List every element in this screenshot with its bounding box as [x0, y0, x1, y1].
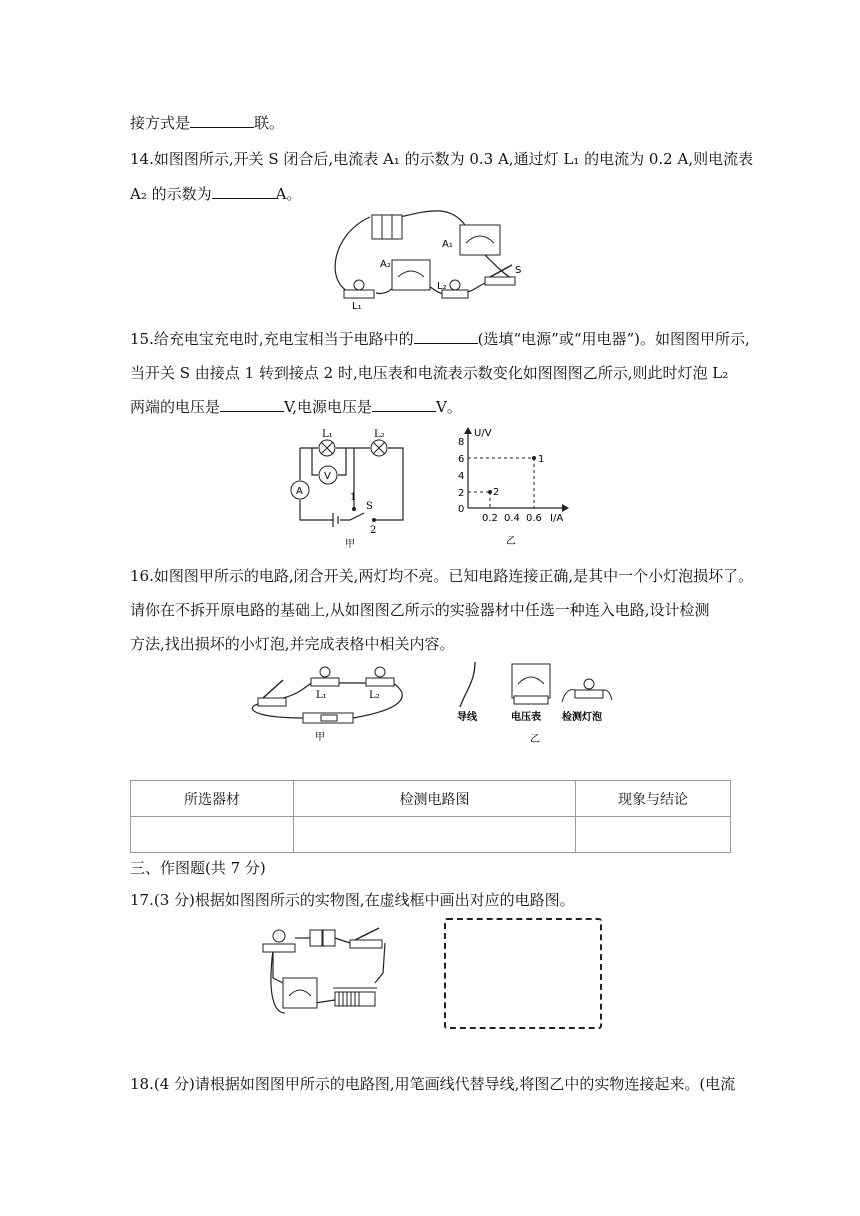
q15-line3 — [130, 396, 462, 417]
q17-circuit-figure — [255, 918, 405, 1023]
ytick-0: 0 — [458, 504, 465, 515]
wire-label: 导线 — [457, 712, 477, 723]
answer-blank[interactable] — [190, 113, 254, 128]
l2-label: L₂ — [374, 429, 385, 440]
xtick-02: 0.2 — [482, 513, 498, 524]
l2-label: L₂ — [369, 690, 380, 701]
answer-blank[interactable] — [212, 184, 276, 199]
answer-blank[interactable] — [414, 329, 478, 344]
xtick-06: 0.6 — [526, 513, 542, 524]
s-label: S — [366, 501, 373, 512]
answer-blank[interactable] — [220, 397, 284, 412]
q13-text-end: 联。 — [254, 114, 285, 132]
q15-text: 15.给充电宝充电时,充电宝相当于电路中的 — [130, 330, 414, 348]
point-2-label: 2 — [493, 487, 500, 498]
s-label: S — [515, 265, 522, 276]
q18-text: 18.(4 分)请根据如图图甲所示的电路图,用笔画线代替导线,将图乙中的实物连接起来。(电流 — [130, 1075, 736, 1093]
q16-line2: 请你在不拆开原电路的基础上,从如图图乙所示的实验器材中任选一种连入电路,设计检测 — [130, 601, 710, 619]
caption-jia: 甲 — [315, 732, 325, 743]
l1-label: L₁ — [352, 301, 362, 310]
p2-label: 2 — [370, 525, 377, 536]
q15-line1 — [130, 328, 750, 349]
q14-text: A₂ 的示数为 — [130, 185, 212, 203]
q15-jia-circuit — [288, 425, 418, 550]
caption-jia: 甲 — [345, 539, 355, 550]
q14-line2 — [130, 183, 301, 204]
voltmeter-label: 电压表 — [511, 712, 541, 723]
q16-jia-circuit — [243, 658, 418, 743]
q16-yi-equipment — [450, 652, 625, 747]
q15-yi-graph — [448, 422, 578, 550]
q15-text-2: (选填“电源”或“用电器”)。如图图甲所示, — [477, 330, 750, 348]
ytick-2: 2 — [458, 488, 465, 499]
caption-yi: 乙 — [506, 536, 516, 547]
table-row — [131, 817, 731, 853]
q13-text: 接方式是 — [130, 114, 191, 132]
section-title: 三、作图题(共 7 分) — [130, 859, 266, 877]
q16-line1: 16.如图图甲所示的电路,闭合开关,两灯均不亮。已知电路连接正确,是其中一个小灯泡损坏了。 — [130, 567, 754, 585]
ylabel: U/V — [474, 428, 492, 439]
p1-label: 1 — [350, 492, 357, 503]
q15-text-5: V。 — [436, 398, 462, 416]
table-header: 检测电路图 — [294, 781, 576, 817]
l1-label: L₁ — [322, 429, 333, 440]
bulb-label: 检测灯泡 — [562, 712, 602, 723]
q14-text-end: A。 — [275, 185, 302, 203]
answer-table — [130, 780, 731, 853]
answer-cell[interactable] — [294, 817, 576, 853]
a1-label: A₁ — [442, 239, 453, 250]
q15-text-4: V,电源电压是 — [284, 398, 372, 416]
ytick-8: 8 — [458, 437, 465, 448]
v-label: V — [324, 471, 331, 482]
a2-label: A₂ — [380, 259, 391, 270]
xlabel: I/A — [550, 513, 564, 524]
q16-line3: 方法,找出损坏的小灯泡,并完成表格中相关内容。 — [130, 635, 455, 653]
table-header-row — [131, 781, 731, 817]
q13-tail — [130, 112, 284, 133]
answer-cell[interactable] — [576, 817, 731, 853]
caption-yi: 乙 — [530, 734, 540, 745]
drawing-box[interactable] — [444, 918, 602, 1029]
q14-line1: 14.如图图所示,开关 S 闭合后,电流表 A₁ 的示数为 0.3 A,通过灯 L₁ 的电流为 0.2 A,则电流表 — [130, 150, 754, 168]
ytick-4: 4 — [458, 471, 465, 482]
answer-cell[interactable] — [131, 817, 294, 853]
answer-blank[interactable] — [372, 397, 436, 412]
a-label: A — [296, 486, 303, 497]
q15-line2: 当开关 S 由接点 1 转到接点 2 时,电压表和电流表示数变化如图图图乙所示,则此时灯泡 L₂ — [130, 364, 729, 382]
ytick-6: 6 — [458, 454, 465, 465]
xtick-04: 0.4 — [504, 513, 520, 524]
q17-text: 17.(3 分)根据如图图所示的实物图,在虚线框中画出对应的电路图。 — [130, 891, 575, 909]
q15-text-3: 两端的电压是 — [130, 398, 221, 416]
table-header: 所选器材 — [131, 781, 294, 817]
table-header: 现象与结论 — [576, 781, 731, 817]
l1-label: L₁ — [316, 690, 327, 701]
point-1-label: 1 — [538, 454, 545, 465]
l2-label: L₂ — [437, 281, 447, 292]
q14-circuit-figure — [330, 205, 530, 310]
